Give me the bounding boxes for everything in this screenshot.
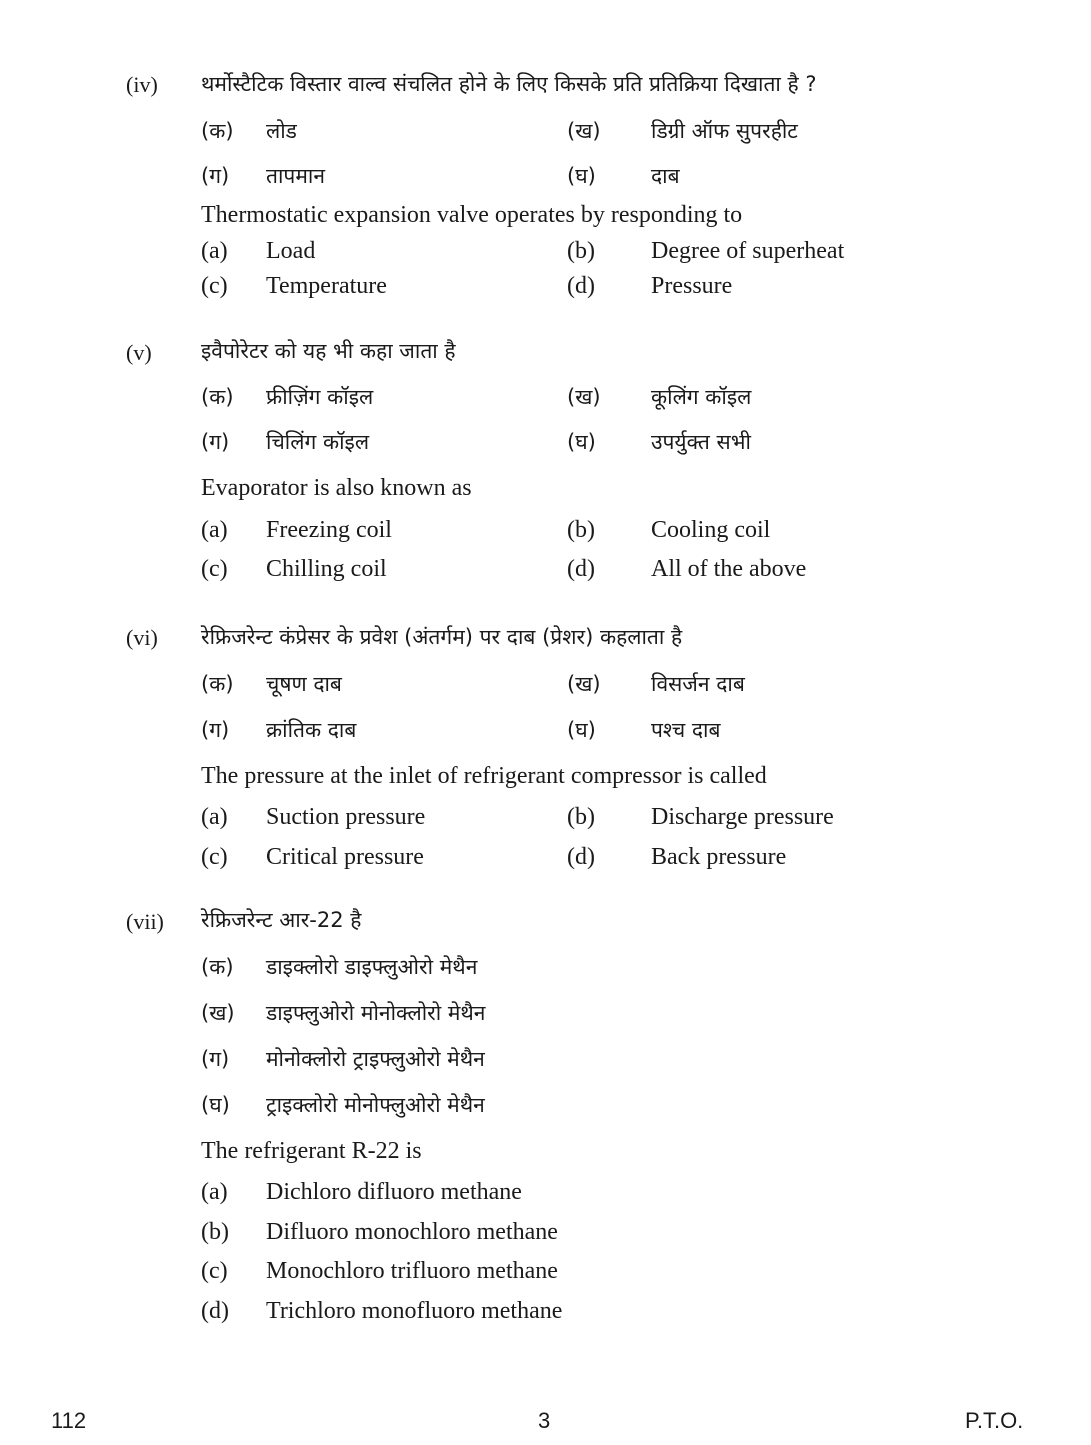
option-label: (b): [567, 238, 595, 264]
option-label: (a): [201, 804, 228, 830]
option-text-english: Suction pressure: [266, 804, 426, 830]
option-label: (c): [201, 556, 228, 582]
question-stem-english: Evaporator is also known as: [201, 475, 472, 501]
option-label: (d): [567, 556, 595, 582]
option-text-hindi: लोड: [266, 119, 297, 143]
option-label: (क): [201, 672, 234, 696]
question-number: (vi): [126, 625, 158, 650]
option-label: (ख): [567, 385, 601, 409]
option-label: (ग): [201, 718, 230, 742]
page-number: 3: [538, 1408, 551, 1433]
option-label: (b): [201, 1219, 229, 1245]
option-label: (ग): [201, 164, 230, 188]
option-text-english: Cooling coil: [651, 517, 771, 543]
please-turn-over: P.T.O.: [965, 1408, 1024, 1433]
option-text-english: Freezing coil: [266, 517, 392, 543]
option-label: (b): [567, 517, 595, 543]
option-text-english: Dichloro difluoro methane: [266, 1179, 522, 1205]
question-stem-hindi: रेफ्रिजरेन्ट आर-22 है: [201, 908, 362, 932]
option-label: (d): [567, 844, 595, 870]
option-text-english: Monochloro trifluoro methane: [266, 1258, 558, 1284]
option-text-english: Back pressure: [651, 844, 787, 870]
option-text-hindi: ट्राइक्लोरो मोनोफ्लुओरो मेथैन: [266, 1093, 485, 1117]
option-text-hindi: कूलिंग कॉइल: [651, 385, 752, 409]
option-text-english: Trichloro monofluoro methane: [266, 1298, 563, 1324]
option-text-english: Critical pressure: [266, 844, 424, 870]
question-number: (vii): [126, 909, 164, 934]
option-text-english: Degree of superheat: [651, 238, 845, 264]
option-text-english: Chilling coil: [266, 556, 387, 582]
option-text-hindi: उपर्युक्त सभी: [651, 430, 751, 454]
option-text-hindi: डाइफ्लुओरो मोनोक्लोरो मेथैन: [266, 1001, 486, 1025]
option-label: (ख): [567, 119, 601, 143]
option-label: (d): [567, 273, 595, 299]
option-text-hindi: फ्रीज़िंग कॉइल: [266, 385, 374, 409]
option-label: (ख): [567, 672, 601, 696]
option-label: (ग): [201, 1047, 230, 1071]
option-text-english: Load: [266, 238, 316, 264]
option-text-english: Pressure: [651, 273, 733, 299]
paper-code: 112: [51, 1408, 87, 1433]
option-label: (c): [201, 844, 228, 870]
option-label: (घ): [567, 164, 596, 188]
question-stem-hindi: थर्मोस्टैटिक विस्तार वाल्व संचलित होने के लिए किसके प्रति प्रतिक्रिया दिखाता है ?: [201, 72, 817, 96]
question-stem-english: The pressure at the inlet of refrigerant compressor is called: [201, 763, 767, 789]
option-text-hindi: पश्च दाब: [651, 718, 721, 742]
option-text-english: Difluoro monochloro methane: [266, 1219, 558, 1245]
option-label: (क): [201, 119, 234, 143]
option-label: (घ): [567, 718, 596, 742]
question-number: (iv): [126, 72, 158, 97]
option-label: (क): [201, 955, 234, 979]
option-text-hindi: डाइक्लोरो डाइफ्लुओरो मेथैन: [266, 955, 478, 979]
option-text-hindi: विसर्जन दाब: [651, 672, 745, 696]
option-label: (c): [201, 273, 228, 299]
question-stem-english: The refrigerant R-22 is: [201, 1138, 422, 1164]
option-label: (ग): [201, 430, 230, 454]
option-text-hindi: क्रांतिक दाब: [266, 718, 357, 742]
option-text-english: Temperature: [266, 273, 387, 299]
option-text-hindi: डिग्री ऑफ सुपरहीट: [651, 119, 798, 143]
option-text-hindi: दाब: [651, 164, 680, 188]
option-text-hindi: तापमान: [266, 164, 325, 188]
option-label: (c): [201, 1258, 228, 1284]
option-label: (घ): [201, 1093, 230, 1117]
option-label: (a): [201, 517, 228, 543]
question-stem-hindi: रेफ्रिजरेन्ट कंप्रेसर के प्रवेश (अंतर्गम) पर दाब (प्रेशर) कहलाता है: [201, 625, 683, 649]
option-text-hindi: मोनोक्लोरो ट्राइफ्लुओरो मेथैन: [266, 1047, 485, 1071]
option-text-english: Discharge pressure: [651, 804, 834, 830]
question-stem-hindi: इवैपोरेटर को यह भी कहा जाता है: [201, 339, 456, 363]
option-text-hindi: चिलिंग कॉइल: [266, 430, 370, 454]
option-label: (ख): [201, 1001, 235, 1025]
question-number: (v): [126, 340, 152, 365]
option-label: (घ): [567, 430, 596, 454]
option-text-english: All of the above: [651, 556, 807, 582]
option-label: (a): [201, 238, 228, 264]
option-text-hindi: चूषण दाब: [266, 672, 342, 696]
question-stem-english: Thermostatic expansion valve operates by responding to: [201, 202, 743, 228]
option-label: (a): [201, 1179, 228, 1205]
option-label: (b): [567, 804, 595, 830]
option-label: (क): [201, 385, 234, 409]
option-label: (d): [201, 1298, 229, 1324]
